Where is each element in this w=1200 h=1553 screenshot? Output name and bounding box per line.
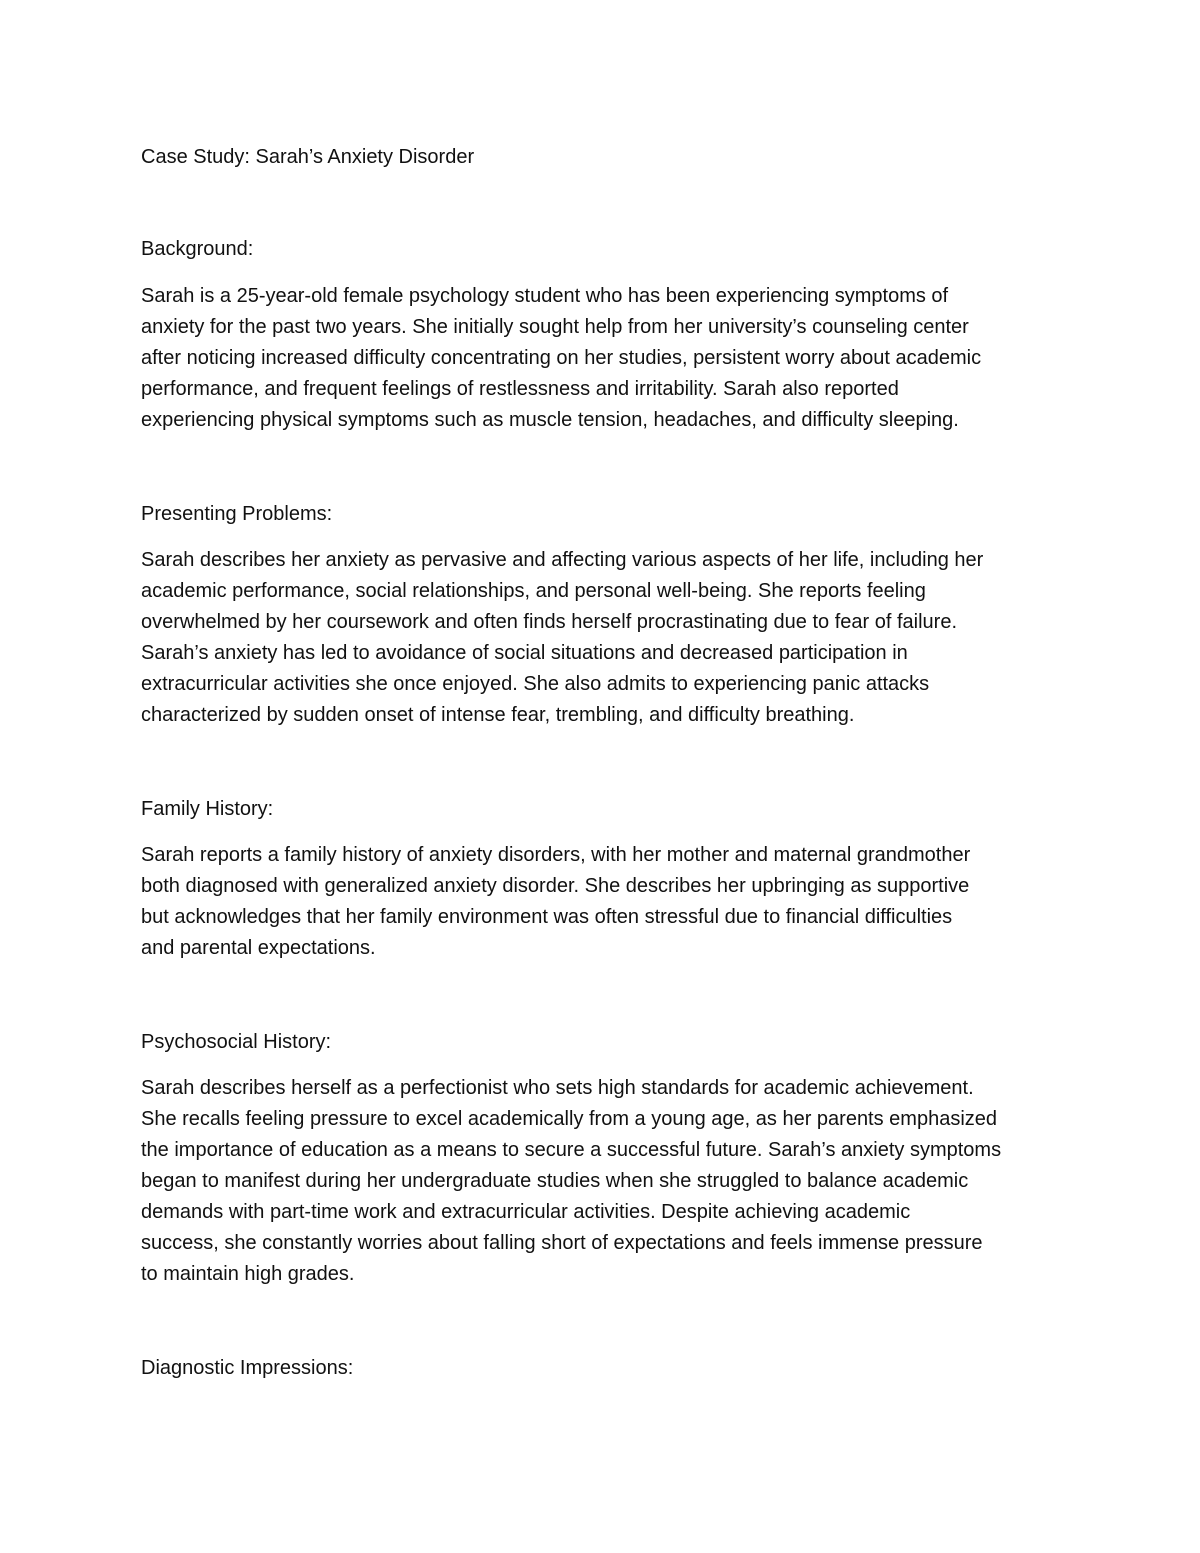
paragraph-line: overwhelmed by her coursework and often finds herself procrastinating due to fear of failure. bbox=[141, 611, 957, 633]
section-heading-background: Background: bbox=[141, 238, 254, 260]
paragraph-line: demands with part-time work and extracurricular activities. Despite achieving academic bbox=[141, 1201, 911, 1223]
paragraph-line: Sarah is a 25-year-old female psychology student who has been experiencing symptoms of bbox=[141, 285, 949, 307]
paragraph-line: Sarah describes herself as a perfectionist who sets high standards for academic achievement. bbox=[141, 1077, 974, 1099]
section-heading-family-history: Family History: bbox=[141, 798, 274, 820]
section-heading-psychosocial-history: Psychosocial History: bbox=[141, 1031, 332, 1053]
paragraph-line: experiencing physical symptoms such as muscle tension, headaches, and difficulty sleeping. bbox=[141, 409, 959, 431]
paragraph-line: extracurricular activities she once enjoyed. She also admits to experiencing panic attacks bbox=[141, 673, 930, 695]
paragraph-line: to maintain high grades. bbox=[141, 1263, 355, 1285]
document-title: Case Study: Sarah’s Anxiety Disorder bbox=[141, 146, 475, 168]
section-body-psychosocial-history bbox=[141, 1073, 1071, 1290]
paragraph-line: Sarah describes her anxiety as pervasive and affecting various aspects of her life, including her bbox=[141, 549, 984, 571]
paragraph-line: performance, and frequent feelings of restlessness and irritability. Sarah also reported bbox=[141, 378, 899, 400]
paragraph-line: success, she constantly worries about falling short of expectations and feels immense pressure bbox=[141, 1232, 983, 1254]
section-heading-presenting-problems: Presenting Problems: bbox=[141, 503, 333, 525]
paragraph-line: and parental expectations. bbox=[141, 937, 376, 959]
section-body-background bbox=[141, 281, 1071, 436]
paragraph-line: academic performance, social relationships, and personal well-being. She reports feeling bbox=[141, 580, 926, 602]
section-body-presenting-problems bbox=[141, 545, 1071, 731]
paragraph-line: Sarah reports a family history of anxiety disorders, with her mother and maternal grandmother bbox=[141, 844, 971, 866]
paragraph-line: Sarah’s anxiety has led to avoidance of social situations and decreased participation in bbox=[141, 642, 908, 664]
paragraph-line: the importance of education as a means to secure a successful future. Sarah’s anxiety symptoms bbox=[141, 1139, 1002, 1161]
section-body-family-history bbox=[141, 840, 1071, 964]
paragraph-line: characterized by sudden onset of intense fear, trembling, and difficulty breathing. bbox=[141, 704, 855, 726]
paragraph-line: anxiety for the past two years. She initially sought help from her university’s counseling center bbox=[141, 316, 969, 338]
paragraph-line: both diagnosed with generalized anxiety disorder. She describes her upbringing as supportive bbox=[141, 875, 970, 897]
section-heading-diagnostic-impressions: Diagnostic Impressions: bbox=[141, 1357, 354, 1379]
paragraph-line: began to manifest during her undergraduate studies when she struggled to balance academic bbox=[141, 1170, 969, 1192]
paragraph-line: She recalls feeling pressure to excel academically from a young age, as her parents emphasized bbox=[141, 1108, 998, 1130]
paragraph-line: after noticing increased difficulty concentrating on her studies, persistent worry about academic bbox=[141, 347, 982, 369]
paragraph-line: but acknowledges that her family environment was often stressful due to financial difficulties bbox=[141, 906, 953, 928]
